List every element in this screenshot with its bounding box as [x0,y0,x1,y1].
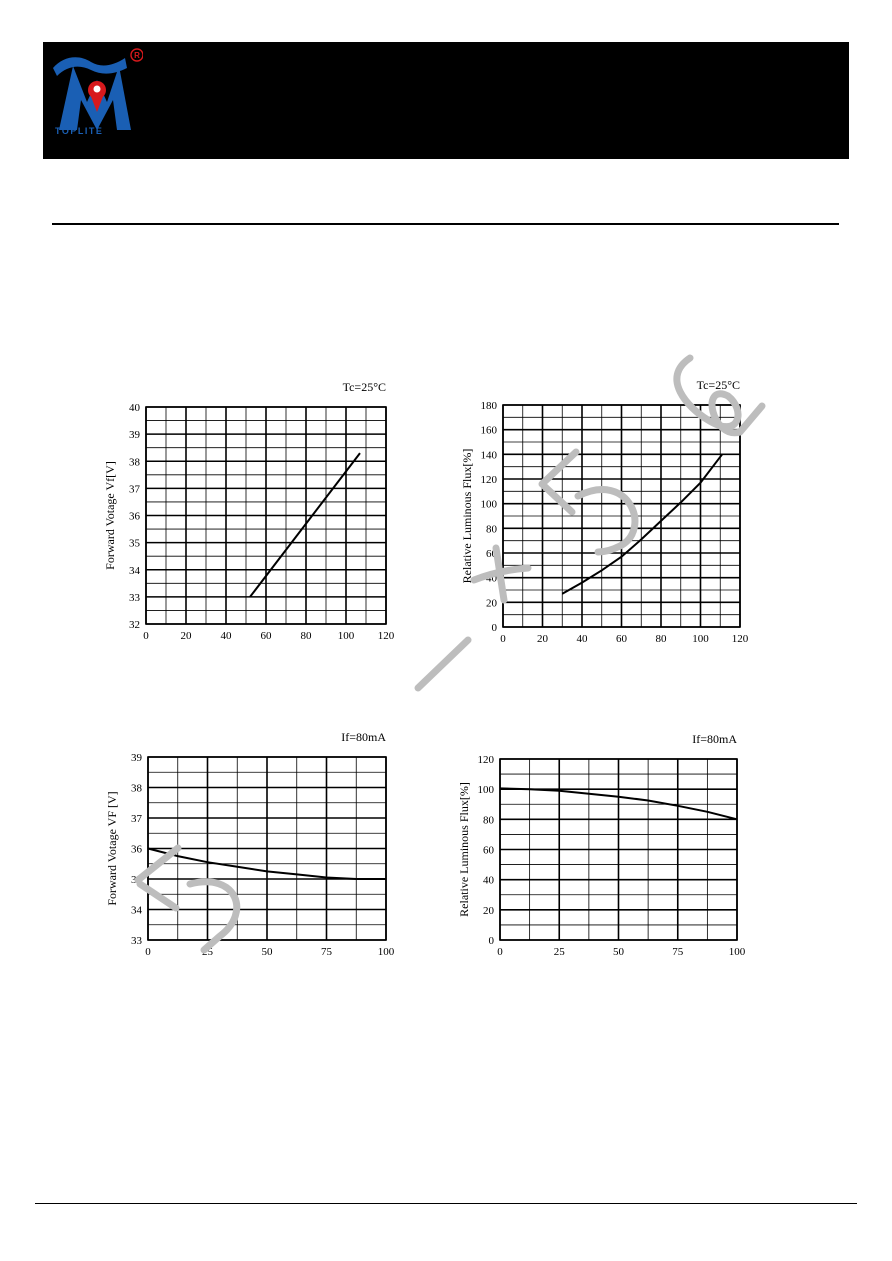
y-axis-label: Relative Luminous Flux[%] [460,448,474,584]
y-tick-label: 0 [491,622,497,634]
chart-svg [444,370,764,655]
logo-brand-text: TOPLITE [55,126,104,136]
x-tick-label: 100 [377,946,395,958]
x-tick-label: 120 [377,630,395,642]
y-tick-label: 38 [129,456,140,469]
y-tick-label: 20 [486,597,497,610]
y-tick-label: 120 [480,474,497,486]
header-band [43,42,849,159]
y-tick-label: 40 [486,572,497,585]
x-tick-label: 40 [220,630,232,642]
x-tick-label: 20 [537,633,548,645]
chart-svg [90,370,410,655]
condition-label: Tc=25°C [342,380,386,394]
x-tick-label: 75 [672,946,684,958]
logo-wave [53,57,127,76]
x-tick-label: 25 [202,946,213,958]
y-tick-label: 38 [131,782,142,795]
chart-vf-vs-temp [90,720,410,970]
bottom-rule [35,1203,857,1204]
y-tick-label: 32 [129,619,140,631]
chart-svg [444,720,764,970]
y-tick-label: 20 [483,904,494,917]
y-tick-label: 80 [483,814,494,827]
x-tick-label: 60 [616,633,627,645]
y-tick-label: 37 [131,813,142,825]
series-line [562,454,722,593]
y-tick-label: 100 [480,498,497,511]
x-tick-label: 0 [497,946,503,958]
condition-label: If=80mA [341,730,386,744]
x-tick-label: 120 [731,633,749,645]
y-tick-label: 34 [129,564,140,577]
x-tick-label: 80 [655,633,667,645]
x-tick-label: 25 [553,946,565,958]
y-tick-label: 180 [480,400,497,412]
y-tick-label: 33 [129,591,140,604]
x-tick-label: 75 [321,946,332,958]
x-tick-label: 40 [576,633,588,645]
top-rule [52,223,839,225]
x-tick-label: 100 [692,633,709,645]
x-tick-label: 20 [180,630,192,642]
x-tick-label: 80 [300,630,312,642]
y-axis-label: Forward Votage VF [V] [105,791,119,906]
y-tick-label: 39 [129,429,140,442]
y-axis-label: Forward Votage Vf[V] [103,461,117,570]
x-tick-label: 100 [728,946,746,958]
toplite-logo [51,46,143,138]
x-tick-label: 0 [145,946,151,958]
y-tick-label: 36 [129,510,140,523]
y-tick-label: 100 [477,784,494,797]
y-tick-label: 0 [488,935,494,947]
condition-label: If=80mA [692,732,737,746]
x-tick-label: 100 [337,630,355,642]
x-tick-label: 60 [260,630,272,642]
chart-flux-vs-current [444,370,764,655]
y-axis-label: Relative Luminous Flux[%] [457,782,471,917]
y-tick-label: 40 [129,402,140,414]
y-tick-label: 35 [131,874,142,886]
condition-label: Tc=25°C [696,378,740,392]
chart-vf-vs-current [90,370,410,655]
y-tick-label: 36 [131,843,142,856]
y-tick-label: 33 [131,935,142,947]
y-tick-label: 37 [129,483,140,496]
x-tick-label: 0 [143,630,149,642]
x-tick-label: 0 [500,633,506,645]
y-tick-label: 60 [486,548,497,560]
x-tick-label: 50 [613,946,624,958]
y-tick-label: 39 [131,752,142,764]
y-tick-label: 34 [131,904,142,917]
y-tick-label: 60 [483,844,494,857]
y-tick-label: 140 [480,449,497,462]
y-tick-label: 160 [480,424,497,437]
svg-text:R: R [134,51,140,60]
x-tick-label: 50 [261,946,273,958]
y-tick-label: 80 [486,523,497,536]
chart-svg [90,720,410,970]
chart-flux-vs-temp [444,720,764,970]
y-tick-label: 120 [477,754,494,766]
y-tick-label: 35 [129,537,140,550]
y-tick-label: 40 [483,874,494,887]
